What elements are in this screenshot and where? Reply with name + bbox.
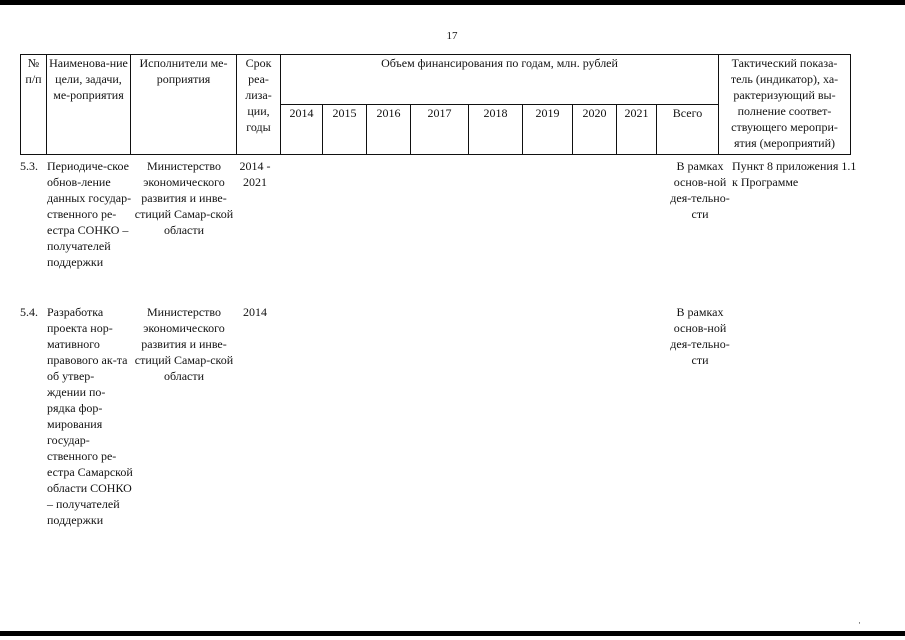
table-row — [20, 158, 864, 298]
row-num: 5.3. — [20, 159, 38, 173]
row-term: 2014 - 2021 — [239, 159, 271, 189]
table-row — [20, 304, 864, 554]
page-number: 17 — [446, 30, 458, 42]
row-name: Периодиче-ское обнов-ление данных государ-ственного ре-естра СОНКО – получателей поддержки — [47, 159, 132, 269]
header-year: 2018 — [469, 105, 523, 155]
row-name: Разработка проекта нор-мативного правового ак-та об утвер-ждении по-рядка фор-мирования государ-ственного ре-естра Самарской области СОНКО – получателей поддержки — [47, 305, 133, 527]
table-header — [20, 54, 851, 155]
header-name: Наименова-ние цели, задачи, ме-роприятия — [47, 55, 131, 155]
header-year: 2019 — [523, 105, 573, 155]
row-total: В рамках основ-ной дея-тельно-сти — [670, 305, 730, 367]
row-term: 2014 — [243, 305, 267, 319]
row-indicator: Пункт 8 приложения 1.1 к Программе — [732, 159, 857, 189]
header-indicator: Тактический показа-тель (индикатор), ха-рактеризующий вы-полнение соответ-ствующего меропри-ятия (мероприятий) — [719, 55, 851, 155]
header-year: 2017 — [411, 105, 469, 155]
header-funding: Объем финансирования по годам, млн. рублей — [281, 55, 719, 105]
header-year: 2021 — [617, 105, 657, 155]
row-executor: Министерство экономического развития и инве-стиций Самар-ской области — [134, 159, 234, 237]
header-executors: Исполнители ме-роприятия — [131, 55, 237, 155]
header-term: Срок реа-лиза-ции, годы — [237, 55, 281, 155]
row-total: В рамках основ-ной дея-тельно-сти — [670, 159, 730, 221]
scan-speck: · — [858, 618, 861, 628]
row-executor: Министерство экономического развития и инве-стиций Самар-ской области — [134, 305, 234, 383]
header-year: 2016 — [367, 105, 411, 155]
bottom-border-bar — [0, 631, 905, 636]
header-year: 2014 — [281, 105, 323, 155]
header-num: № п/п — [21, 55, 47, 155]
header-year: 2020 — [573, 105, 617, 155]
header-total: Всего — [657, 105, 719, 155]
top-border-bar — [0, 0, 905, 5]
header-year: 2015 — [323, 105, 367, 155]
row-num: 5.4. — [20, 305, 38, 319]
